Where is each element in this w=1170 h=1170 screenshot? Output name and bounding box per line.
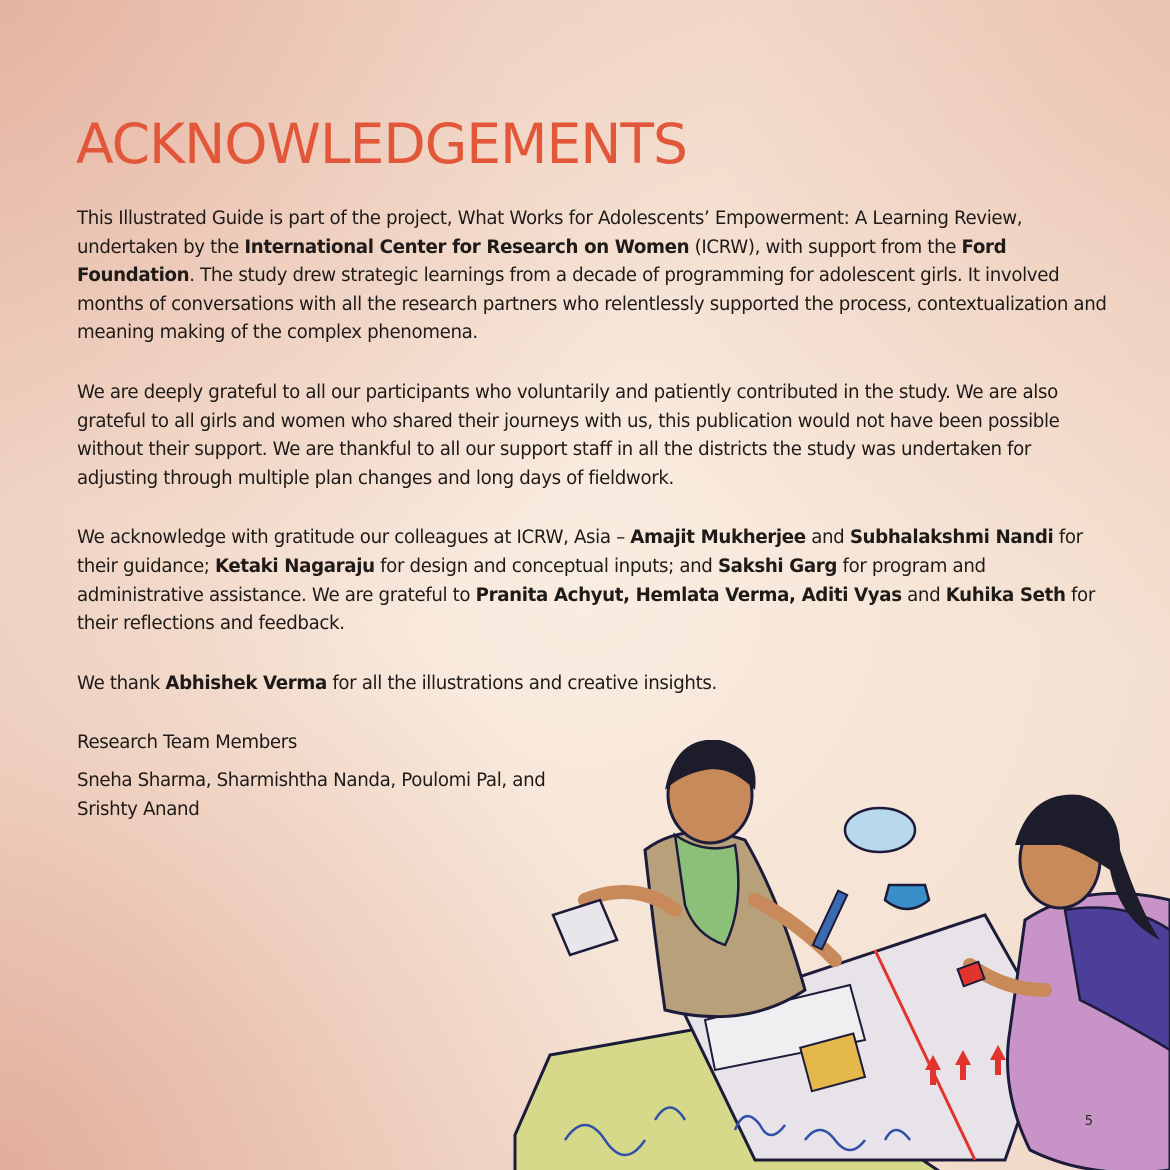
colleague-name: Subhalakshmi Nandi (849, 527, 1054, 549)
page-title: ACKNOWLEDGEMENTS (76, 112, 687, 176)
text-span: and (805, 527, 850, 549)
colleague-name: Ketaki Nagaraju (215, 555, 375, 577)
text-span: This Illustrated Guide is part of the project, What Works for Adolescents’ Empowerment: A Learning Review, undertaken by the (77, 208, 1023, 258)
illustrator-name: Abhishek Verma (165, 672, 327, 694)
text-span: for program and administrative assistance. We are grateful to (77, 555, 986, 606)
paragraph-project (77, 205, 1107, 348)
bowl (885, 885, 929, 909)
page-number: 5 (1084, 1114, 1093, 1129)
text-span: We thank (77, 672, 166, 694)
team-label: Research Team Members (77, 732, 297, 754)
text-span: for their guidance; (77, 527, 1083, 577)
paragraph-illustrator (77, 670, 1107, 699)
organization-name: International Center for Research on Women (244, 236, 690, 258)
slippers (845, 808, 915, 852)
colleague-names: Pranita Achyut, Hemlata Verma, Aditi Vyas (475, 584, 902, 606)
colleague-name: Sakshi Garg (717, 555, 838, 577)
team-names: Sneha Sharma, Sharmishtha Nanda, Poulomi Pal, and Srishty Anand (77, 769, 546, 820)
women-making-poster-illustration (505, 740, 1170, 1170)
text-span: for design and conceptual inputs; and (374, 555, 718, 577)
colleague-name: Amajit Mukherjee (630, 527, 806, 549)
colleague-name: Kuhika Seth (945, 584, 1066, 606)
paragraph-participants: We are deeply grateful to all our participants who voluntarily and patiently contributed in the study. We are also grateful to all girls and women who shared their journeys with us, this publication would not have been possible without their support. We are thankful to all our support staff in all the districts the study was undertaken for adjusting through multiple plan changes and long days of fieldwork. (77, 381, 1060, 489)
text-span: We acknowledge with gratitude our colleagues at ICRW, Asia – (77, 527, 631, 549)
text-span: for their reflections and feedback. (77, 584, 1095, 635)
text-span: (ICRW), with support from the (689, 236, 962, 258)
acknowledgement-body (77, 205, 1107, 824)
paragraph-colleagues (77, 524, 1107, 638)
text-span: for all the illustrations and creative insights. (326, 672, 717, 694)
text-span: . The study drew strategic learnings from a decade of programming for adolescent girls. It involved months of conversations with all the research partners who relentlessly supported the process, contextualization and meaning making of the complex phenomena. (77, 265, 1107, 344)
text-span: and (901, 584, 946, 606)
funder-name: Ford Foundation (77, 236, 1007, 287)
